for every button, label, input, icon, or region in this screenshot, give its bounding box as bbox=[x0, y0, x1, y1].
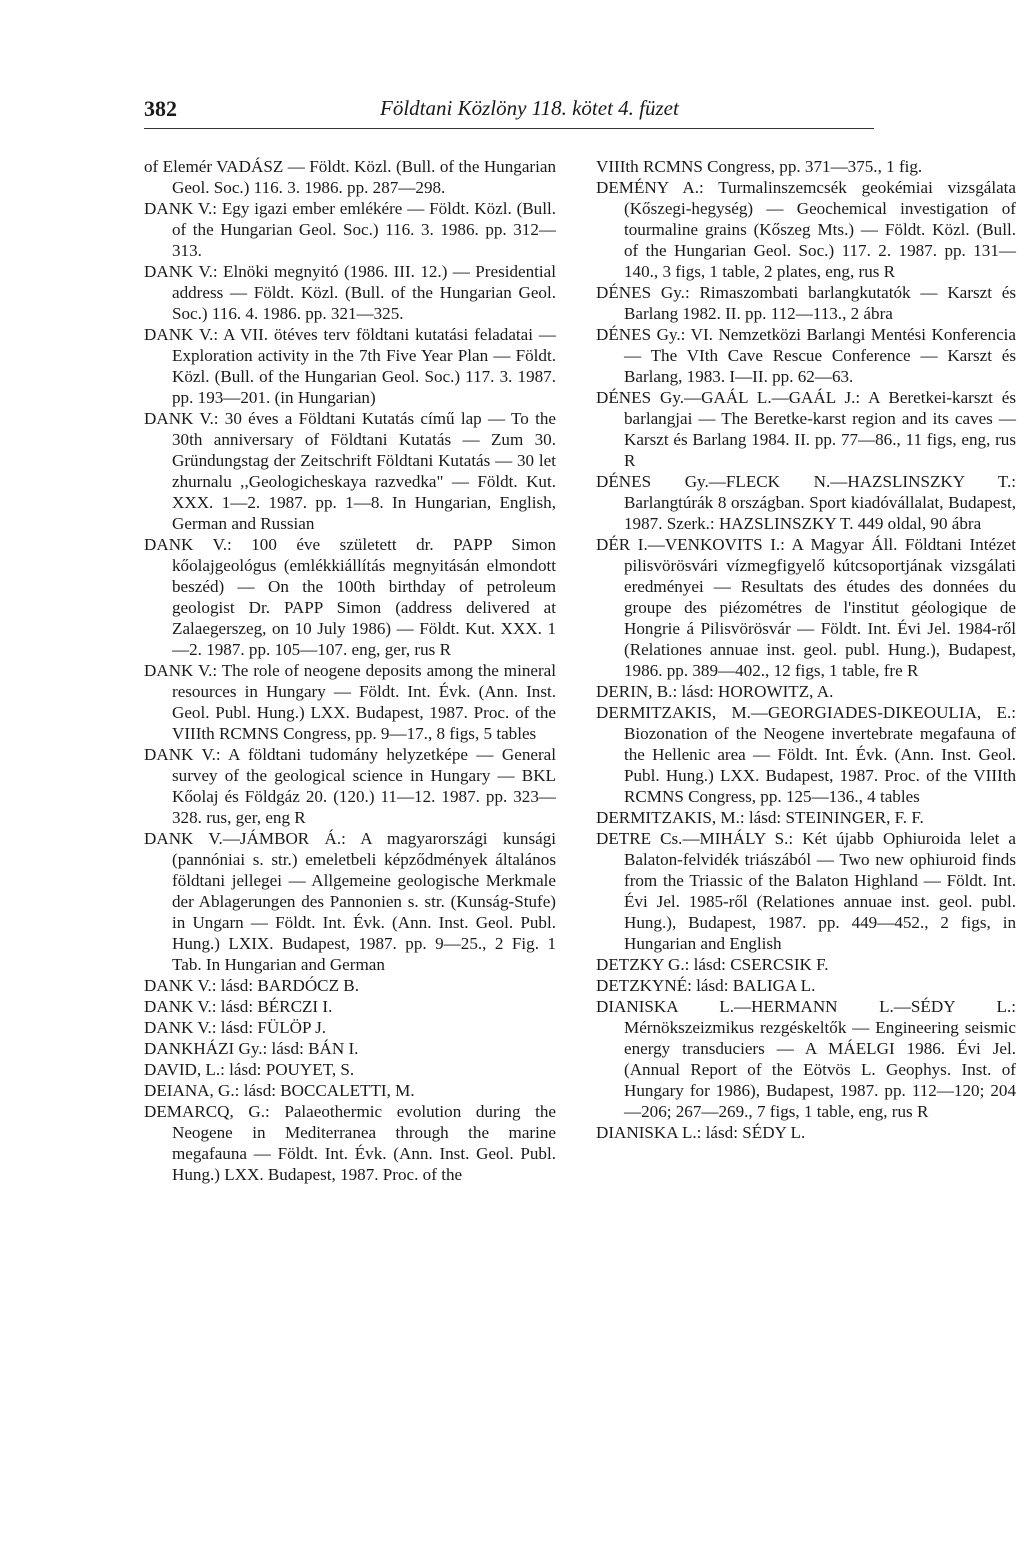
bib-entry: DANKHÁZI Gy.: lásd: BÁN I. bbox=[144, 1039, 359, 1058]
bib-entry: DETRE Cs.—MIHÁLY S.: Két újabb Ophiuroida lelet a Balaton-felvidék triászából — Two new ophiuroid finds from the Triassic of the Balaton Highland — Földt. Int. Évi Jel. 1985-ről (Relationes annuae inst. geol. publ. Hung.), Budapest, 1987. pp. 449—452., 2 figs, in Hungarian and English bbox=[596, 829, 1016, 953]
bib-entry: DEMARCQ, G.: Palaeothermic evolution during the Neogene in Mediterranea through the marine megafauna — Földt. Int. Évk. (Ann. Inst. Geol. Publ. Hung.) LXX. Budapest, 1987. Proc. of the bbox=[144, 1102, 556, 1184]
bib-entry: DIANISKA L.: lásd: SÉDY L. bbox=[596, 1123, 806, 1142]
page-number: 382 bbox=[144, 96, 177, 121]
bib-entry: DETZKYNÉ: lásd: BALIGA L. bbox=[596, 976, 816, 995]
bib-entry: DEMÉNY A.: Turmalinszemcsék geokémiai vizsgálata (Kőszegi-hegység) — Geochemical investigation of tourmaline grains (Kőszeg Mts.) — Földt. Közl. (Bull. of the Hungarian Geol. Soc.) 117. 2. 1987. pp. 131—140., 3 figs, 1 table, 2 plates, eng, rus R bbox=[596, 178, 1016, 281]
bib-entry: DERMITZAKIS, M.—GEORGIADES-DIKEOULIA, E.: Biozonation of the Neogene invertebrate megafauna of the Hellenic area — Földt. Int. Évk. (Ann. Inst. Geol. Publ. Hung.) LXX. Budapest, 1987. Proc. of the VIIIth RCMNS Congress, pp. 125—136., 4 tables bbox=[596, 703, 1016, 806]
bib-entry: DANK V.—JÁMBOR Á.: A magyarországi kunsági (pannóniai s. str.) emeletbeli képződmények általános földtani jellegei — Allgemeine geologische Merkmale der Ablagerungen des Pannonien s. str. (Kunság-Stufe) in Ungarn — Földt. Int. Évk. (Ann. Inst. Geol. Publ. Hung.) LXIX. Budapest, 1987. pp. 9—25., 2 Fig. 1 Tab. In Hungarian and German bbox=[144, 829, 556, 974]
bib-entry: DEIANA, G.: lásd: BOCCALETTI, M. bbox=[144, 1081, 415, 1100]
bib-entry: DANK V.: A VII. ötéves terv földtani kutatási feladatai — Exploration activity in the 7th Five Year Plan — Földt. Közl. (Bull. of the Hungarian Geol. Soc.) 117. 3. 1987. pp. 193—201. (in Hungarian) bbox=[144, 325, 556, 407]
running-title: Földtani Közlöny 118. kötet 4. füzet bbox=[380, 96, 679, 120]
bib-entry: DANK V.: lásd: FÜLÖP J. bbox=[144, 1018, 327, 1037]
bib-entry: DÉNES Gy.: Rimaszombati barlangkutatók — Karszt és Barlang 1982. II. pp. 112—113., 2 ábra bbox=[596, 283, 1016, 323]
bib-entry: DANK V.: lásd: BARDÓCZ B. bbox=[144, 976, 359, 995]
bib-entry: DANK V.: 30 éves a Földtani Kutatás című lap — To the 30th anniversary of Földtani Kutatás — Zum 30. Gründungstag der Zeitschrift Földtani Kutatás — 30 let zhurnalu ,,Geologicheskaya razvedka" — Földt. Kut. XXX. 1—2. 1987. pp. 1—8. In Hungarian, English, German and Russian bbox=[144, 409, 556, 533]
bib-entry: DÉNES Gy.—GAÁL L.—GAÁL J.: A Beretkei-karszt és barlangjai — The Beretke-karst region and its caves — Karszt és Barlang 1984. II. pp. 77—86., 11 figs, eng, rus R bbox=[596, 388, 1016, 470]
bib-entry: DÉNES Gy.—FLECK N.—HAZSLINSZKY T.: Barlangtúrák 8 országban. Sport kiadóvállalat, Budapest, 1987. Szerk.: HAZSLINSZKY T. 449 oldal, 90 ábra bbox=[596, 472, 1016, 533]
bib-entry: DÉNES Gy.: VI. Nemzetközi Barlangi Mentési Konferencia — The VIth Cave Rescue Conference — Karszt és Barlang, 1983. I—II. pp. 62—63. bbox=[596, 325, 1016, 386]
right-column bbox=[596, 156, 1016, 1143]
bib-entry: DERMITZAKIS, M.: lásd: STEININGER, F. F. bbox=[596, 808, 924, 827]
bib-entry: DÉR I.—VENKOVITS I.: A Magyar Áll. Földtani Intézet pilisvörösvári vízmegfigyelő kútcsoportjának vizsgálati eredményei — Resultats des études des données du groupe des piézométres de l'institut géologique de Hongrie á Pilisvörösvár — Földt. Int. Évi Jel. 1984-ről (Relationes annuae inst. geol. publ. Hung.), Budapest, 1986. pp. 389—402., 12 figs, 1 table, fre R bbox=[596, 535, 1016, 680]
bib-entry: of Elemér VADÁSZ — Földt. Közl. (Bull. of the Hungarian Geol. Soc.) 116. 3. 1986. pp. 287—298. bbox=[144, 157, 556, 197]
left-column bbox=[144, 156, 556, 1185]
header-rule bbox=[144, 128, 874, 129]
bib-entry: DANK V.: A földtani tudomány helyzetképe — General survey of the geological science in Hungary — BKL Kőolaj és Földgáz 20. (120.) 11—12. 1987. pp. 323—328. rus, ger, eng R bbox=[144, 745, 556, 827]
bib-entry: DERIN, B.: lásd: HOROWITZ, A. bbox=[596, 682, 834, 701]
bib-entry: DANK V.: Elnöki megnyitó (1986. III. 12.) — Presidential address — Földt. Közl. (Bull. of the Hungarian Geol. Soc.) 116. 4. 1986. pp. 321—325. bbox=[144, 262, 556, 323]
page-header bbox=[144, 96, 874, 126]
bib-entry: VIIIth RCMNS Congress, pp. 371—375., 1 fig. bbox=[596, 157, 923, 176]
bib-entry: DANK V.: Egy igazi ember emlékére — Földt. Közl. (Bull. of the Hungarian Geol. Soc.) 116. 3. 1986. pp. 312—313. bbox=[144, 199, 556, 260]
bib-entry: DANK V.: The role of neogene deposits among the mineral resources in Hungary — Földt. Int. Évk. (Ann. Inst. Geol. Publ. Hung.) LXX. Budapest, 1987. Proc. of the VIIIth RCMNS Congress, pp. 9—17., 8 figs, 5 tables bbox=[144, 661, 556, 743]
bib-entry: DANK V.: 100 éve született dr. PAPP Simon kőolajgeológus (emlékkiállítás megnyitásán elmondott beszéd) — On the 100th birthday of petroleum geologist Dr. PAPP Simon (address delivered at Zalaegerszeg, on 10 July 1986) — Földt. Kut. XXX. 1—2. 1987. pp. 105—107. eng, ger, rus R bbox=[144, 535, 556, 659]
bib-entry: DIANISKA L.—HERMANN L.—SÉDY L.: Mérnökszeizmikus rezgéskeltők — Engineering seismic energy transduciers — A MÁELGI 1986. Évi Jel. (Annual Report of the Eötvös L. Geophys. Inst. of Hungary for 1986), Budapest, 1987. pp. 112—120; 204—206; 267—269., 7 figs, 1 table, eng, rus R bbox=[596, 997, 1016, 1121]
bib-entry: DAVID, L.: lásd: POUYET, S. bbox=[144, 1060, 355, 1079]
bib-entry: DANK V.: lásd: BÉRCZI I. bbox=[144, 997, 333, 1016]
bib-entry: DETZKY G.: lásd: CSERCSIK F. bbox=[596, 955, 829, 974]
